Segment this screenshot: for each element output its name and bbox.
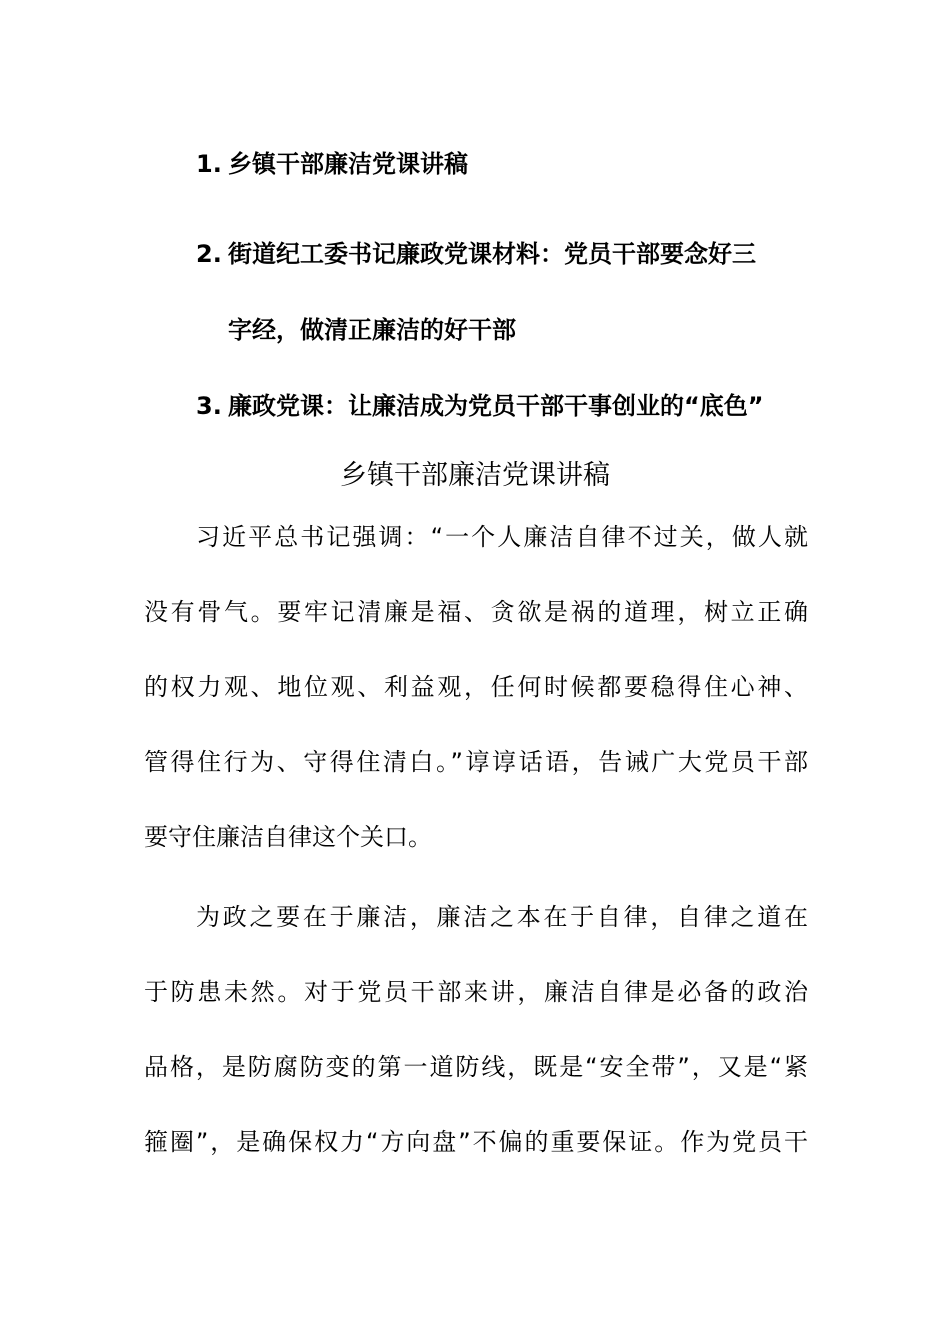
paragraph-line: 要守住廉洁自律这个关口。	[144, 823, 432, 851]
toc-item-number: 1.	[196, 150, 222, 178]
paragraph-line: 习近平总书记强调：“一个人廉洁自律不过关，做人就	[196, 523, 808, 551]
paragraph-line: 品格，是防腐防变的第一道防线，既是“安全带”，又是“紧	[144, 1053, 808, 1081]
paragraph-line: 为政之要在于廉洁，廉洁之本在于自律，自律之道在	[196, 903, 808, 931]
toc-item-text	[228, 140, 816, 188]
table-of-contents	[196, 140, 816, 444]
paragraph-1	[144, 500, 808, 875]
paragraph-line: 的权力观、地位观、利益观，任何时候都要稳得住心神、	[144, 673, 808, 701]
toc-item-number: 2.	[196, 240, 222, 268]
toc-item-text	[228, 368, 816, 444]
paragraph-line: 没有骨气。要牢记清廉是福、贪欲是祸的道理，树立正确	[144, 598, 808, 626]
toc-item-1	[196, 140, 816, 188]
paragraph-line: 管得住行为、守得住清白。”谆谆话语，告诫广大党员干部	[144, 748, 808, 776]
toc-item-line: 街道纪工委书记廉政党课材料：党员干部要念好三	[228, 240, 756, 268]
paragraph-line: 箍圈”，是确保权力“方向盘”不偏的重要保证。作为党员干	[144, 1128, 808, 1156]
toc-item-number: 3.	[196, 392, 222, 420]
document-title: 乡镇干部廉洁党课讲稿	[340, 460, 610, 491]
paragraph-line: 于防患未然。对于党员干部来讲，廉洁自律是必备的政治	[144, 978, 808, 1006]
toc-item-line: 乡镇干部廉洁党课讲稿	[228, 150, 468, 178]
toc-item-text	[228, 216, 816, 368]
toc-item-2	[196, 216, 816, 368]
toc-item-line: 字经，做清正廉洁的好干部	[228, 316, 516, 344]
toc-item-line: 廉政党课：让廉洁成为党员干部干事创业的“底色”	[228, 392, 764, 420]
paragraph-2	[144, 880, 808, 1180]
toc-item-3	[196, 368, 816, 444]
